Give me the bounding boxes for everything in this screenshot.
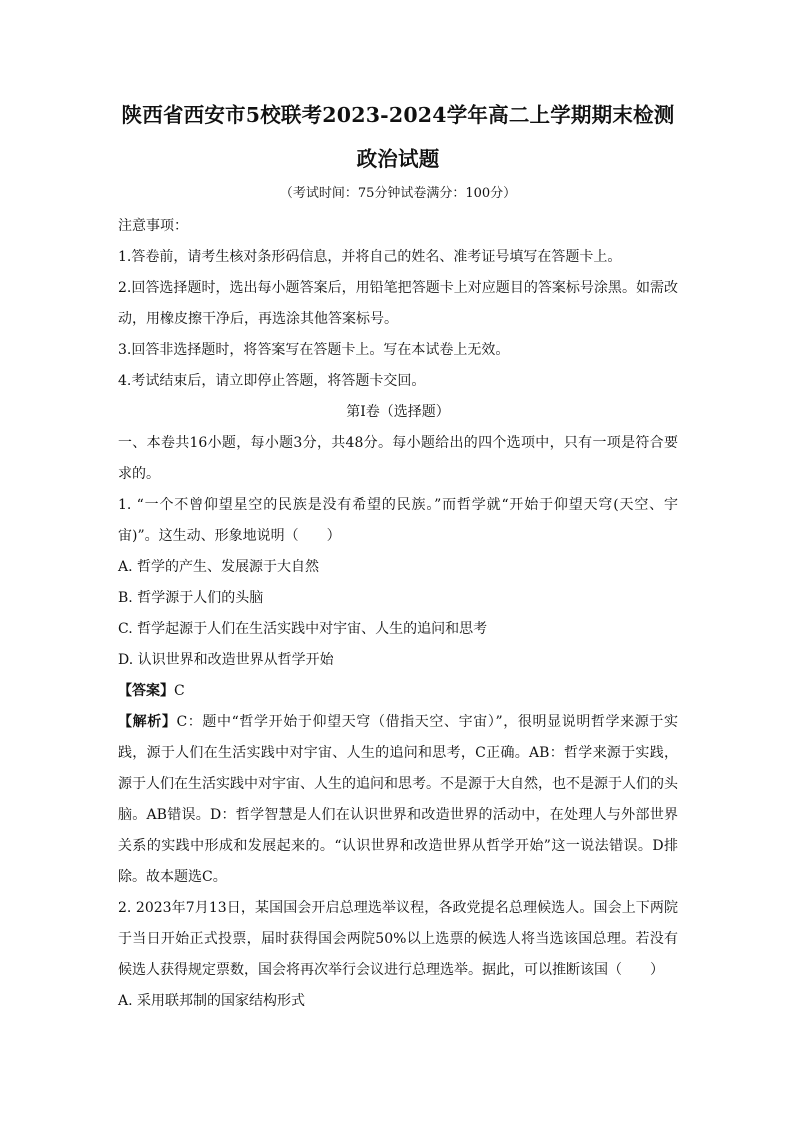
question-2-option-a: A. 采用联邦制的国家结构形式 bbox=[118, 993, 306, 1009]
answer-label: 【答案】 bbox=[118, 683, 174, 699]
answer-value: C bbox=[174, 683, 185, 699]
section-intro: 一、本卷共16小题，每小题3分，共48分。每小题给出的四个选项中，只有一项是符合要求的。 bbox=[118, 435, 678, 482]
question-1-stem: 1. “一个不曾仰望星空的民族是没有希望的民族。”而哲学就“开始于仰望天穹(天空、宇宙)”。这生动、形象地说明（ ） bbox=[118, 497, 678, 544]
question-1 bbox=[118, 490, 678, 893]
question-1-answer bbox=[118, 676, 678, 707]
question-1-option-a: A. 哲学的产生、发展源于大自然 bbox=[118, 559, 320, 575]
notice-heading: 注意事项： bbox=[118, 218, 188, 234]
analysis-label: 【解析】 bbox=[118, 714, 177, 730]
notice-block bbox=[118, 211, 678, 397]
question-1-analysis bbox=[118, 707, 678, 893]
notice-item-4: 4.考试结束后，请立即停止答题，将答题卡交回。 bbox=[118, 373, 426, 389]
section-title: 第Ⅰ卷（选择题） bbox=[346, 404, 450, 420]
notice-item-2: 2.回答选择题时，选出每小题答案后，用铅笔把答题卡上对应题目的答案标号涂黑。如需改动，用橡皮擦干净后，再选涂其他答案标号。 bbox=[118, 280, 678, 327]
page-title-line1: 陕西省西安市5校联考2023-2024学年高二上学期期末检测 bbox=[121, 103, 675, 127]
analysis-text: C：题中“哲学开始于仰望天穹（借指天空、宇宙）”，很明显说明哲学来源于实践，源于人们在生活实践中对宇宙、人生的追问和思考，C正确。AB：哲学来源于实践，源于人们在生活实践中对宇宙、人生的追问和思考。不是源于大自然，也不是源于人们的头脑。AB错误。D：哲学智慧是人们在认识世界和改造世界的活动中，在处理人与外部世界关系的实践中形成和发展起来的。“认识世界和改造世界从哲学开始”这一说法错误。D排除。故本题选C。 bbox=[118, 714, 679, 885]
question-1-option-c: C. 哲学起源于人们在生活实践中对宇宙、人生的追问和思考 bbox=[118, 621, 488, 637]
question-1-option-b: B. 哲学源于人们的头脑 bbox=[118, 590, 264, 606]
notice-item-1: 1.答卷前，请考生核对条形码信息，并将自己的姓名、准考证号填写在答题卡上。 bbox=[118, 249, 622, 265]
page-title-line2: 政治试题 bbox=[356, 147, 440, 171]
question-2-stem: 2. 2023年7月13日，某国国会开启总理选举议程，各政党提名总理候选人。国会上下两院于当日开始正式投票，届时获得国会两院50%以上选票的候选人将当选该国总理。若没有候选人获得规定票数，国会将再次举行会议进行总理选举。据此，可以推断该国（ ） bbox=[118, 900, 678, 978]
question-1-option-d: D. 认识世界和改造世界从哲学开始 bbox=[118, 652, 334, 668]
question-2 bbox=[118, 893, 678, 1017]
exam-info: （考试时间：75分钟试卷满分：100分） bbox=[279, 186, 517, 201]
exam-page bbox=[118, 100, 678, 1017]
notice-item-3: 3.回答非选择题时，将答案写在答题卡上。写在本试卷上无效。 bbox=[118, 342, 510, 358]
